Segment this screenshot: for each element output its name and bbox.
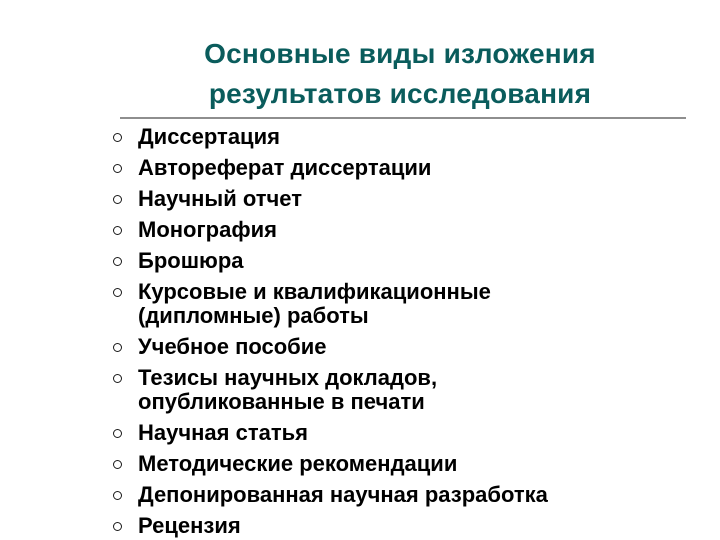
hollow-circle-bullet-icon — [113, 522, 122, 531]
list-item-text: Тезисы научных докладов, — [138, 365, 438, 390]
list-item — [108, 335, 698, 359]
slide-title-line-2: результатов исследования — [208, 78, 592, 109]
list-item-text: Монография — [138, 217, 277, 242]
hollow-circle-bullet-icon — [113, 257, 122, 266]
hollow-circle-bullet-icon — [113, 226, 122, 235]
hollow-circle-bullet-icon — [113, 288, 122, 297]
list-item — [108, 366, 698, 414]
list-item — [108, 421, 698, 445]
hollow-circle-bullet-icon — [113, 195, 122, 204]
hollow-circle-bullet-icon — [113, 133, 122, 142]
list-item-text: Методические рекомендации — [138, 451, 458, 476]
list-item-text: Учебное пособие — [138, 334, 327, 359]
list-item — [108, 280, 698, 328]
list-item-text: Научный отчет — [138, 186, 303, 211]
slide-title-line-1: Основные виды изложения — [204, 38, 596, 69]
list-item — [108, 156, 698, 180]
list-item — [108, 125, 698, 149]
list-item-text: Автореферат диссертации — [138, 155, 432, 180]
list-item — [108, 187, 698, 211]
list-item — [108, 514, 698, 538]
list-item-text: Диссертация — [138, 124, 280, 149]
list-item-text: Депонированная научная разработка — [138, 482, 548, 507]
hollow-circle-bullet-icon — [113, 429, 122, 438]
list-item — [108, 249, 698, 273]
list-item — [108, 218, 698, 242]
hollow-circle-bullet-icon — [113, 460, 122, 469]
hollow-circle-bullet-icon — [113, 491, 122, 500]
slide-title — [120, 34, 680, 114]
hollow-circle-bullet-icon — [113, 164, 122, 173]
publication-types-list — [108, 118, 698, 538]
list-item-text: Рецензия — [138, 513, 241, 538]
list-item-text-continued: опубликованные в печати — [138, 389, 425, 414]
list-item-text: Научная статья — [138, 420, 308, 445]
list-item — [108, 483, 698, 507]
hollow-circle-bullet-icon — [113, 343, 122, 352]
list-item-text-continued: (дипломные) работы — [138, 303, 369, 328]
list-item — [108, 452, 698, 476]
list-item-text: Курсовые и квалификационные — [138, 279, 491, 304]
hollow-circle-bullet-icon — [113, 374, 122, 383]
list-item-text: Брошюра — [138, 248, 244, 273]
